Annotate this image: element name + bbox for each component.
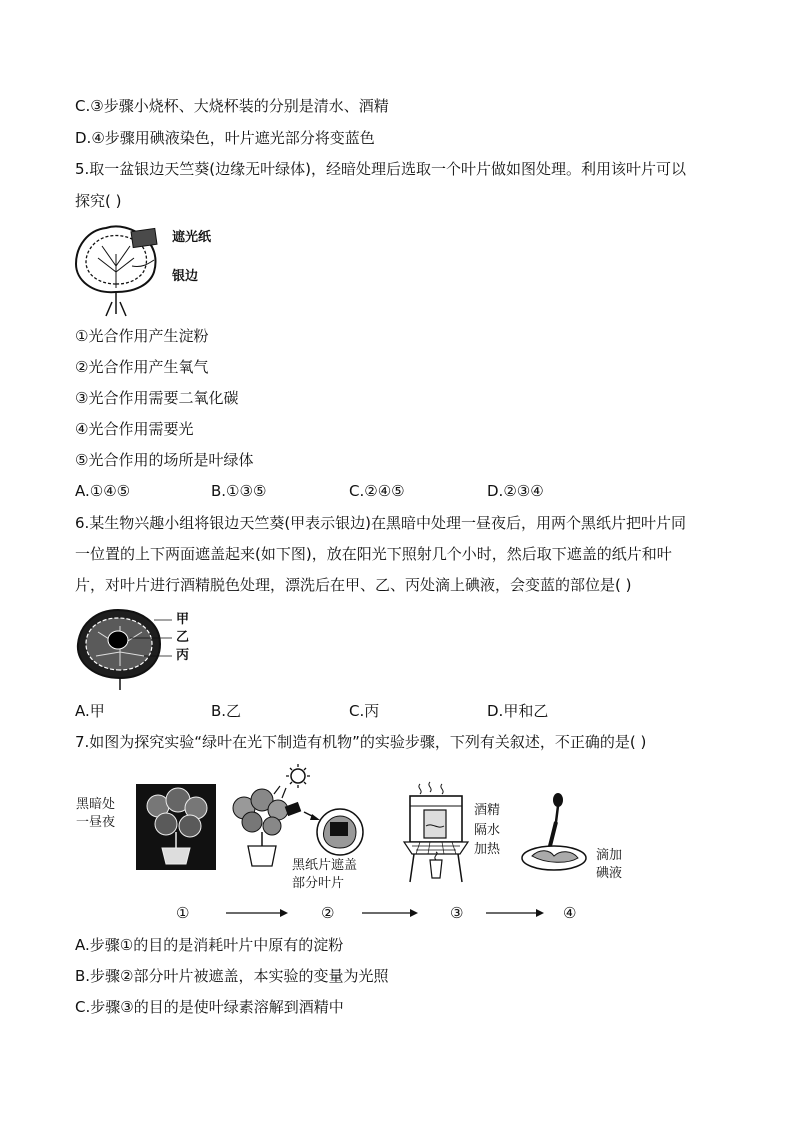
q7-option-b: B.步骤②部分叶片被遮盖，本实验的变量为光照 [75, 967, 389, 985]
statement-1: ①光合作用产生淀粉 [75, 327, 209, 345]
option-d-prev-question: D.④步骤用碘液染色，叶片遮光部分将变蓝色 [75, 129, 375, 147]
arrow-right-icon [362, 909, 418, 917]
q7-option-c: C.步骤③的目的是使叶绿素溶解到酒精中 [75, 998, 344, 1016]
q6-option-c: C.丙 [349, 702, 380, 720]
step-arrows [0, 905, 794, 921]
step-number-3: ③ [450, 904, 464, 922]
label-one-day-night: 一昼夜 [76, 815, 116, 830]
statement-2: ②光合作用产生氧气 [75, 358, 209, 376]
step3-water-bath [404, 782, 468, 886]
label-cover-paper: 遮光纸 [172, 230, 212, 245]
step-number-2: ② [321, 904, 335, 922]
q6-option-d: D.甲和乙 [487, 702, 549, 720]
question-6-stem-line1: 6.某生物兴趣小组将银边天竺葵(甲表示银边)在黑暗中处理一昼夜后，用两个黑纸片把叶片同 [75, 514, 687, 532]
q6-option-a: A.甲 [75, 702, 105, 720]
q5-option-d: D.②③④ [487, 482, 544, 500]
question-5-stem-line2: 探究( ) [75, 192, 122, 210]
step1-dark-plant [136, 784, 216, 870]
label-jia: 甲 [176, 612, 190, 627]
label-bing: 丙 [176, 648, 190, 663]
label-drop-2: 碘液 [596, 866, 623, 881]
label-yi: 乙 [176, 630, 190, 645]
question-5-stem-line1: 5.取一盆银边天竺葵(边缘无叶绿体)，经暗处理后选取一个叶片做如图处理。利用该叶片可以 [75, 160, 687, 178]
arrow-right-icon [486, 909, 544, 917]
sun-icon [286, 764, 310, 788]
statement-3: ③光合作用需要二氧化碳 [75, 389, 239, 407]
arrow-right-icon [226, 909, 288, 917]
label-silver-edge: 银边 [172, 269, 199, 284]
label-part-of-leaf: 部分叶片 [292, 876, 345, 891]
label-alcohol: 酒精 [474, 803, 501, 818]
q5-leaf-figure [72, 222, 162, 316]
step-number-1: ① [176, 904, 190, 922]
label-black-paper-cover: 黑纸片遮盖 [292, 858, 358, 873]
step4-iodine-dish [520, 792, 592, 872]
label-drop-1: 滴加 [596, 848, 623, 863]
question-6-stem-line2: 一位置的上下两面遮盖起来(如下图)，放在阳光下照射几个小时，然后取下遮盖的纸片和叶 [75, 545, 672, 563]
question-6-stem-line3: 片，对叶片进行酒精脱色处理，漂洗后在甲、乙、丙处滴上碘液，会变蓝的部位是( ) [75, 576, 632, 594]
q5-option-a: A.①④⑤ [75, 482, 131, 500]
q6-option-b: B.乙 [211, 702, 242, 720]
q5-option-c: C.②④⑤ [349, 482, 405, 500]
label-water-bath-1: 隔水 [474, 823, 501, 838]
q7-option-a: A.步骤①的目的是消耗叶片中原有的淀粉 [75, 936, 344, 954]
label-water-bath-2: 加热 [474, 842, 501, 857]
q5-option-b: B.①③⑤ [211, 482, 267, 500]
step-number-4: ④ [563, 904, 577, 922]
option-c-prev-question: C.③步骤小烧杯、大烧杯装的分别是清水、酒精 [75, 97, 389, 115]
q6-leaf-figure [74, 606, 174, 690]
statement-4: ④光合作用需要光 [75, 420, 194, 438]
question-7-stem: 7.如图为探究实验“绿叶在光下制造有机物”的实验步骤，下列有关叙述，不正确的是( ) [75, 733, 647, 751]
label-dark-place: 黑暗处 [76, 797, 116, 812]
statement-5: ⑤光合作用的场所是叶绿体 [75, 451, 254, 469]
